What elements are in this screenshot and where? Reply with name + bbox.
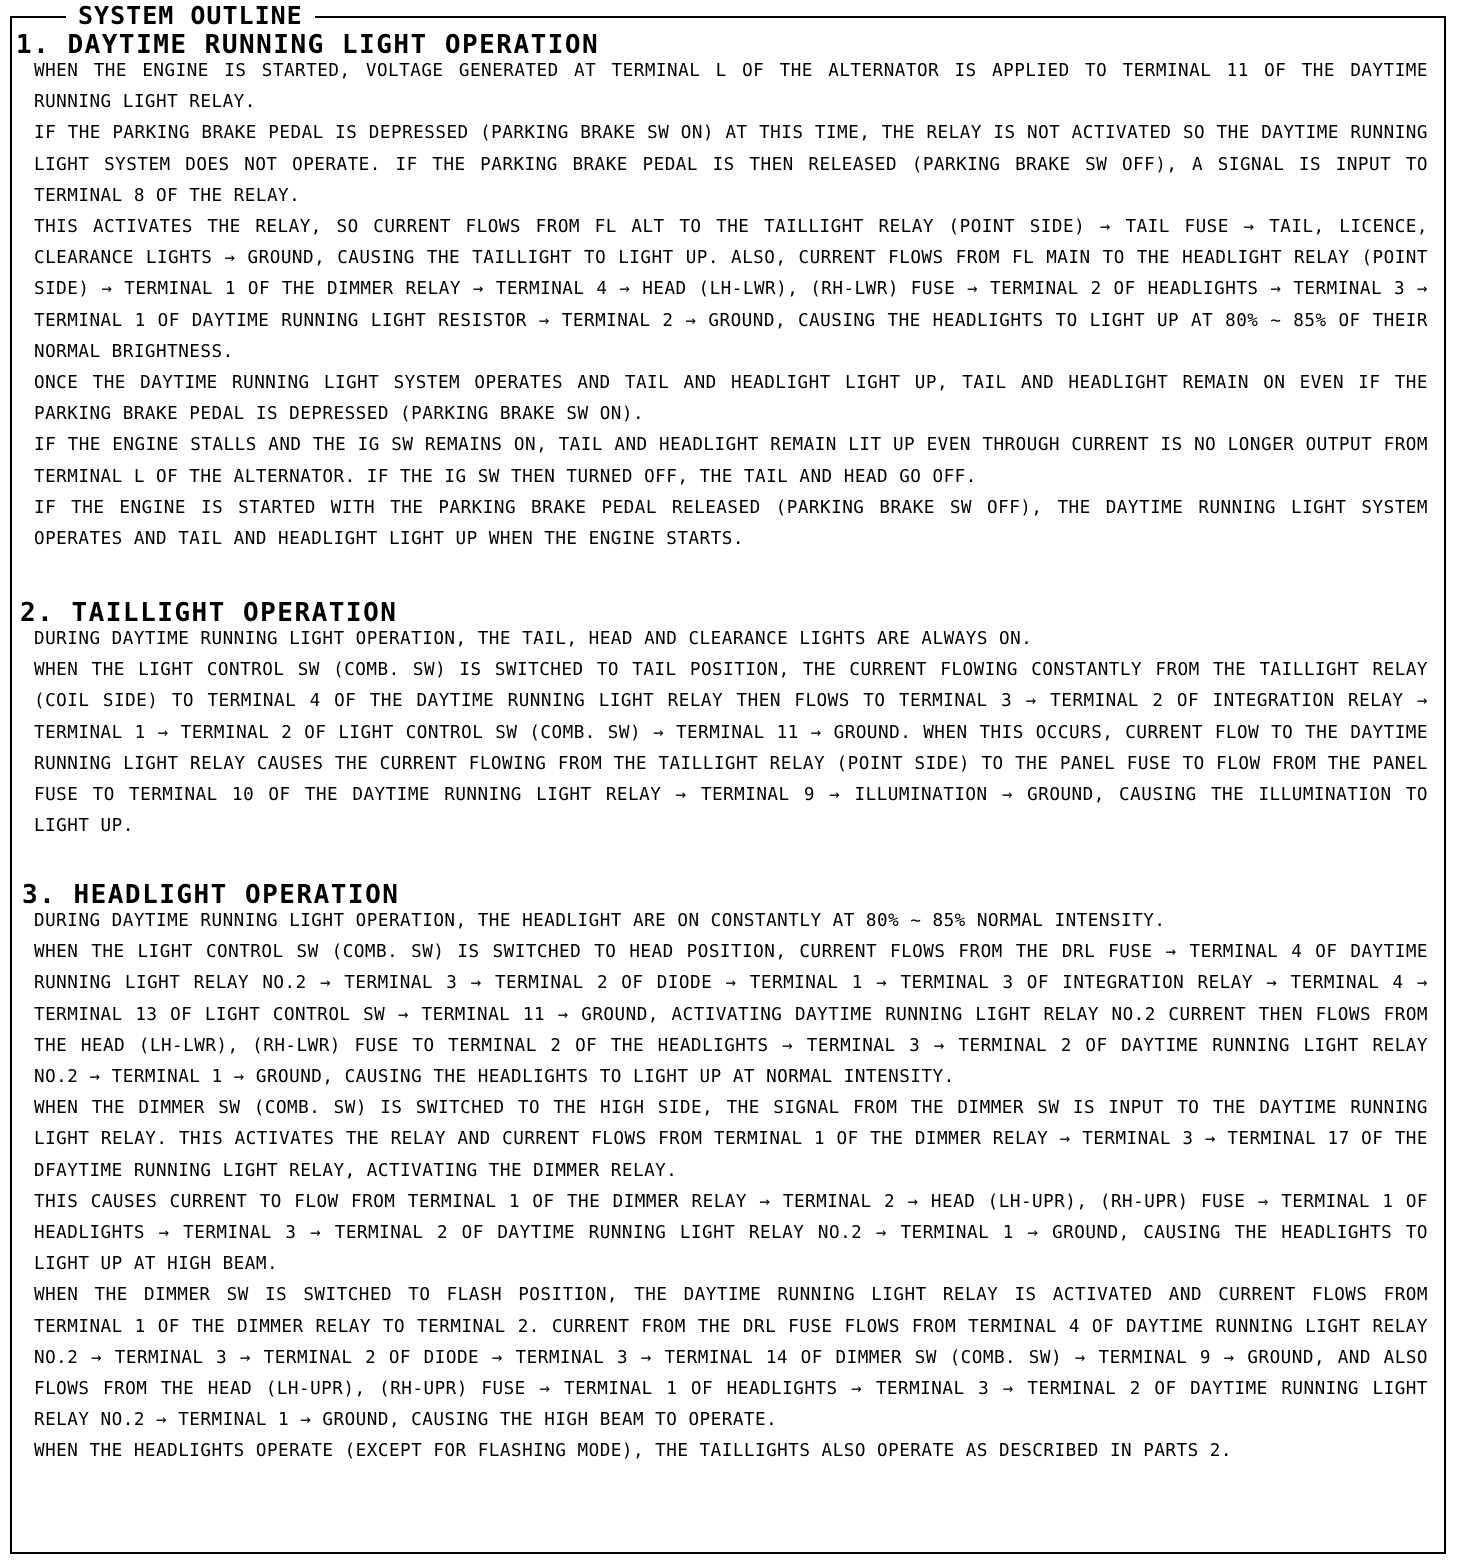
section-3-paragraph: WHEN THE DIMMER SW (COMB. SW) IS SWITCHED TO THE HIGH SIDE, THE SIGNAL FROM THE DIMMER SW IS INPUT TO THE DAYTIME RUNNING LIGHT RELAY. THIS ACTIVATES THE RELAY AND CURRENT FLOWS FROM TERMINAL 1 OF THE DIMMER RELAY → TERMINAL 3 → TERMINAL 17 OF THE DFAYTIME RUNNING LIGHT RELAY, ACTIVATING THE DIMMER RELAY.	[34, 1098, 1428, 1181]
section-1-paragraph: IF THE ENGINE STALLS AND THE IG SW REMAINS ON, TAIL AND HEADLIGHT REMAIN LIT UP EVEN THROUGH CURRENT IS NO LONGER OUTPUT FROM TERMINAL L OF THE ALTERNATOR. IF THE IG SW THEN TURNED OFF, THE TAIL AND HEAD GO OFF.	[34, 435, 1428, 487]
section-2-body	[34, 624, 1428, 842]
section-1-heading: 1. DAYTIME RUNNING LIGHT OPERATION	[16, 30, 600, 60]
section-3-heading: 3. HEADLIGHT OPERATION	[22, 880, 400, 910]
outline-title: SYSTEM OUTLINE	[66, 0, 315, 32]
section-3-paragraph: WHEN THE HEADLIGHTS OPERATE (EXCEPT FOR FLASHING MODE), THE TAILLIGHTS ALSO OPERATE AS DESCRIBED IN PARTS 2.	[34, 1441, 1232, 1462]
section-1-paragraph: ONCE THE DAYTIME RUNNING LIGHT SYSTEM OPERATES AND TAIL AND HEADLIGHT LIGHT UP, TAIL AND HEADLIGHT REMAIN ON EVEN IF THE PARKING BRAKE PEDAL IS DEPRESSED (PARKING BRAKE SW ON).	[34, 373, 1428, 425]
section-1-paragraph: IF THE PARKING BRAKE PEDAL IS DEPRESSED (PARKING BRAKE SW ON) AT THIS TIME, THE RELAY IS NOT ACTIVATED SO THE DAYTIME RUNNING LIGHT SYSTEM DOES NOT OPERATE. IF THE PARKING BRAKE PEDAL IS THEN RELEASED (PARKING BRAKE SW OFF), A SIGNAL IS INPUT TO TERMINAL 8 OF THE RELAY.	[34, 123, 1428, 206]
section-2-heading: 2. TAILLIGHT OPERATION	[20, 598, 398, 628]
section-1-paragraph: WHEN THE ENGINE IS STARTED, VOLTAGE GENERATED AT TERMINAL L OF THE ALTERNATOR IS APPLIED TO TERMINAL 11 OF THE DAYTIME RUNNING LIGHT RELAY.	[34, 61, 1428, 113]
section-2-paragraph: DURING DAYTIME RUNNING LIGHT OPERATION, THE TAIL, HEAD AND CLEARANCE LIGHTS ARE ALWAYS ON.	[34, 629, 1033, 649]
section-3-paragraph: WHEN THE DIMMER SW IS SWITCHED TO FLASH POSITION, THE DAYTIME RUNNING LIGHT RELAY IS ACTIVATED AND CURRENT FLOWS FROM TERMINAL 1 OF THE DIMMER RELAY TO TERMINAL 2. CURRENT FROM THE DRL FUSE FLOWS FROM TERMINAL 4 OF DAYTIME RUNNING LIGHT RELAY NO.2 → TERMINAL 3 → TERMINAL 2 OF DIODE → TERMINAL 3 → TERMINAL 14 OF DIMMER SW (COMB. SW) → TERMINAL 9 → GROUND, AND ALSO FLOWS FROM THE HEAD (LH-UPR), (RH-UPR) FUSE → TERMINAL 1 OF HEADLIGHTS → TERMINAL 3 → TERMINAL 2 OF DAYTIME RUNNING LIGHT RELAY NO.2 → TERMINAL 1 → GROUND, CAUSING THE HIGH BEAM TO OPERATE.	[34, 1285, 1428, 1431]
section-1-paragraph: THIS ACTIVATES THE RELAY, SO CURRENT FLOWS FROM FL ALT TO THE TAILLIGHT RELAY (POINT SIDE) → TAIL FUSE → TAIL, LICENCE, CLEARANCE LIGHTS → GROUND, CAUSING THE TAILLIGHT TO LIGHT UP. ALSO, CURRENT FLOWS FROM FL MAIN TO THE HEADLIGHT RELAY (POINT SIDE) → TERMINAL 1 OF THE DIMMER RELAY → TERMINAL 4 → HEAD (LH-LWR), (RH-LWR) FUSE → TERMINAL 2 OF HEADLIGHTS → TERMINAL 3 → TERMINAL 1 OF DAYTIME RUNNING LIGHT RESISTOR → TERMINAL 2 → GROUND, CAUSING THE HEADLIGHTS TO LIGHT UP AT 80% ∼ 85% OF THEIR NORMAL BRIGHTNESS.	[34, 217, 1428, 362]
section-1-paragraph: IF THE ENGINE IS STARTED WITH THE PARKING BRAKE PEDAL RELEASED (PARKING BRAKE SW OFF), THE DAYTIME RUNNING LIGHT SYSTEM OPERATES AND TAIL AND HEADLIGHT LIGHT UP WHEN THE ENGINE STARTS.	[34, 497, 1428, 550]
section-2-paragraph: WHEN THE LIGHT CONTROL SW (COMB. SW) IS SWITCHED TO TAIL POSITION, THE CURRENT FLOWING CONSTANTLY FROM THE TAILLIGHT RELAY (COIL SIDE) TO TERMINAL 4 OF THE DAYTIME RUNNING LIGHT RELAY THEN FLOWS TO TERMINAL 3 → TERMINAL 2 OF INTEGRATION RELAY → TERMINAL 1 → TERMINAL 2 OF LIGHT CONTROL SW (COMB. SW) → TERMINAL 11 → GROUND. WHEN THIS OCCURS, CURRENT FLOW TO THE DAYTIME RUNNING LIGHT RELAY CAUSES THE CURRENT FLOWING FROM THE TAILLIGHT RELAY (POINT SIDE) TO THE PANEL FUSE TO FLOW FROM THE PANEL FUSE TO TERMINAL 10 OF THE DAYTIME RUNNING LIGHT RELAY → TERMINAL 9 → ILLUMINATION → GROUND, CAUSING THE ILLUMINATION TO LIGHT UP.	[34, 660, 1428, 837]
section-1-body	[34, 56, 1428, 555]
section-3-body	[34, 906, 1428, 1468]
section-3-paragraph: THIS CAUSES CURRENT TO FLOW FROM TERMINAL 1 OF THE DIMMER RELAY → TERMINAL 2 → HEAD (LH-UPR), (RH-UPR) FUSE → TERMINAL 1 OF HEADLIGHTS → TERMINAL 3 → TERMINAL 2 OF DAYTIME RUNNING LIGHT RELAY NO.2 → TERMINAL 1 → GROUND, CAUSING THE HEADLIGHTS TO LIGHT UP AT HIGH BEAM.	[34, 1191, 1428, 1275]
section-3-paragraph: WHEN THE LIGHT CONTROL SW (COMB. SW) IS SWITCHED TO HEAD POSITION, CURRENT FLOWS FROM THE DRL FUSE → TERMINAL 4 OF DAYTIME RUNNING LIGHT RELAY NO.2 → TERMINAL 3 → TERMINAL 2 OF DIODE → TERMINAL 1 → TERMINAL 3 OF INTEGRATION RELAY → TERMINAL 4 → TERMINAL 13 OF LIGHT CONTROL SW → TERMINAL 11 → GROUND, ACTIVATING DAYTIME RUNNING LIGHT RELAY NO.2 CURRENT THEN FLOWS FROM THE HEAD (LH-LWR), (RH-LWR) FUSE TO TERMINAL 2 OF THE HEADLIGHTS → TERMINAL 3 → TERMINAL 2 OF DAYTIME RUNNING LIGHT RELAY NO.2 → TERMINAL 1 → GROUND, CAUSING THE HEADLIGHTS TO LIGHT UP AT NORMAL INTENSITY.	[34, 942, 1428, 1088]
section-3-paragraph: DURING DAYTIME RUNNING LIGHT OPERATION, THE HEADLIGHT ARE ON CONSTANTLY AT 80% ∼ 85% NORMAL INTENSITY.	[34, 911, 1166, 931]
